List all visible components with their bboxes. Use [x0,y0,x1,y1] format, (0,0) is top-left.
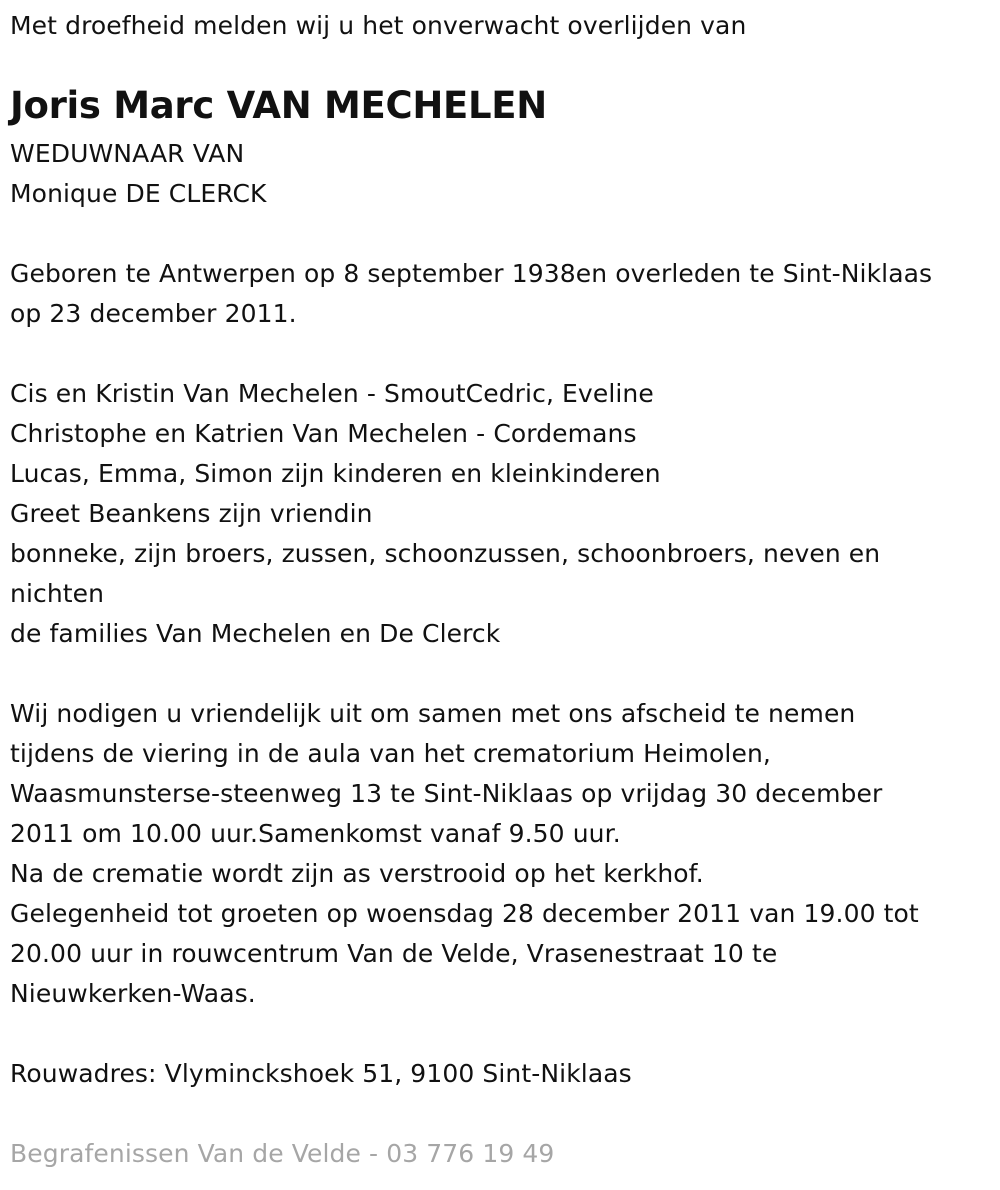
family-line: bonneke, zijn broers, zussen, schoonzussen, schoonbroers, neven en [10,539,881,568]
relation-label: WEDUWNAAR VAN [10,139,245,168]
ceremony-line: 20.00 uur in rouwcentrum Van de Velde, Vrasenestraat 10 te [10,939,778,968]
funeral-home-contact: Begrafenissen Van de Velde - 03 776 19 49 [10,1139,555,1168]
ceremony-block [10,694,919,1014]
family-line: nichten [10,579,105,608]
family-block [10,374,880,654]
spouse-name: Monique DE CLERCK [10,179,267,208]
ceremony-line: Nieuwkerken-Waas. [10,979,256,1008]
footer-block [10,1134,554,1174]
birth-death-line: Geboren te Antwerpen op 8 september 1938en overleden te Sint-Niklaas [10,259,933,288]
ceremony-line: Waasmunsterse-steenweg 13 te Sint-Niklaas op vrijdag 30 december [10,779,883,808]
birth-death-block [10,254,932,334]
family-line: Christophe en Katrien Van Mechelen - Cordemans [10,419,637,448]
family-line: Greet Beankens zijn vriendin [10,499,373,528]
family-line: Lucas, Emma, Simon zijn kinderen en kleinkinderen [10,459,661,488]
relation-block [10,134,267,214]
ceremony-line: 2011 om 10.00 uur.Samenkomst vanaf 9.50 uur. [10,819,621,848]
mourning-address: Rouwadres: Vlyminckshoek 51, 9100 Sint-Niklaas [10,1059,632,1088]
family-line: Cis en Kristin Van Mechelen - SmoutCedric, Eveline [10,379,654,408]
deceased-name: Joris Marc VAN MECHELEN [10,84,547,127]
intro-text: Met droefheid melden wij u het onverwacht overlijden van [10,11,747,40]
ceremony-line: Na de crematie wordt zijn as verstrooid op het kerkhof. [10,859,704,888]
ceremony-line: tijdens de viering in de aula van het crematorium Heimolen, [10,739,771,768]
mourning-address-block [10,1054,632,1094]
birth-death-line: op 23 december 2011. [10,299,297,328]
ceremony-line: Wij nodigen u vriendelijk uit om samen met ons afscheid te nemen [10,699,856,728]
ceremony-line: Gelegenheid tot groeten op woensdag 28 december 2011 van 19.00 tot [10,899,919,928]
family-line: de families Van Mechelen en De Clerck [10,619,501,648]
